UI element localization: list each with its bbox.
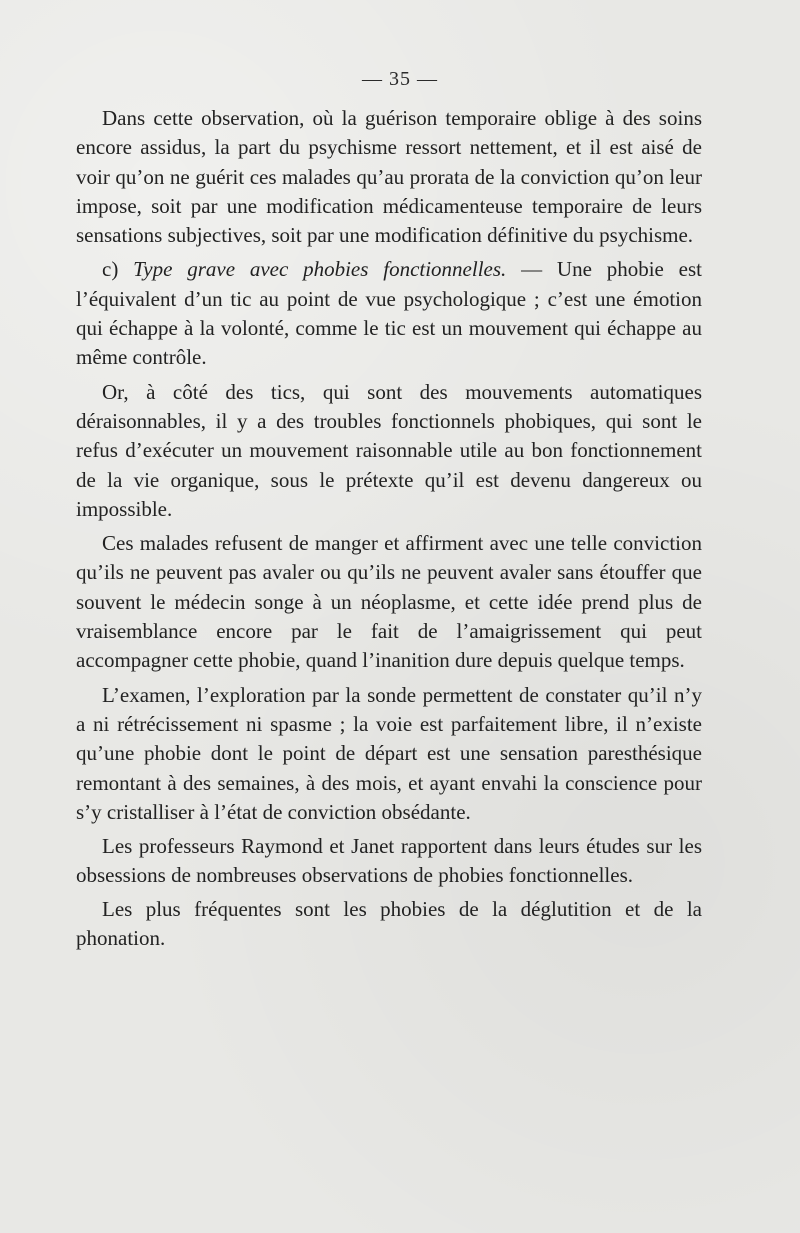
section-heading: Type grave avec phobies fonctionnelles. <box>133 257 507 282</box>
paragraph-6: Les professeurs Raymond et Janet rapportent dans leurs études sur les obsessions de nombreuses observations de phobies fonctionnelles. <box>76 834 702 888</box>
paragraph-5: L’examen, l’exploration par la sonde permettent de constater qu’il n’y a ni rétrécissement ni spasme ; la voie est parfaitement libre, il n’existe qu’une phobie dont le point de départ est une sensation paresthésique remontant à des semaines, à des mois, et ayant envahi la conscience pour s’y cristalliser à l’état de conviction obsédante. <box>76 682 702 824</box>
paragraph-7: Les plus fréquentes sont les phobies de la déglutition et de la phonation. <box>76 896 702 951</box>
paragraph-2-text: — Une phobie est l’équivalent d’un tic au point de vue psychologique ; c’est une émotion qui échappe à la volonté, comme le tic est un mouvement qui échappe au même contrôle. <box>76 257 702 370</box>
page-number: — 35 — <box>362 68 438 90</box>
paragraph-1: Dans cette observation, où la guérison temporaire oblige à des soins encore assidus, la part du psychisme ressort nettement, et il est aisé de voir qu’on ne guérit ces malades qu’au prorata de la conviction qu’on leur impose, soit par une modification médicamenteuse temporaire de leurs sensations subjectives, soit par une modification définitive du psychisme. <box>76 106 702 248</box>
paragraph-4: Ces malades refusent de manger et affirment avec une telle conviction qu’ils ne peuvent pas avaler ou qu’ils ne peuvent avaler sans étouffer que souvent le médecin songe à un néoplasme, et cette idée prend plus de vraisemblance encore par le fait de l’amaigrissement qui peut accompagner cette phobie, quand l’inanition dure depuis quelque temps. <box>76 531 702 673</box>
section-marker: c) <box>102 257 119 282</box>
paragraph-2 <box>76 255 702 372</box>
page-body <box>76 104 702 958</box>
paragraph-3: Or, à côté des tics, qui sont des mouvements automatiques déraisonnables, il y a des troubles fonctionnels phobiques, qui sont le refus d’exécuter un mouvement raisonnable utile au bon fonctionnement de la vie organique, sous le prétexte qu’il est devenu dangereux ou impossible. <box>76 379 702 521</box>
